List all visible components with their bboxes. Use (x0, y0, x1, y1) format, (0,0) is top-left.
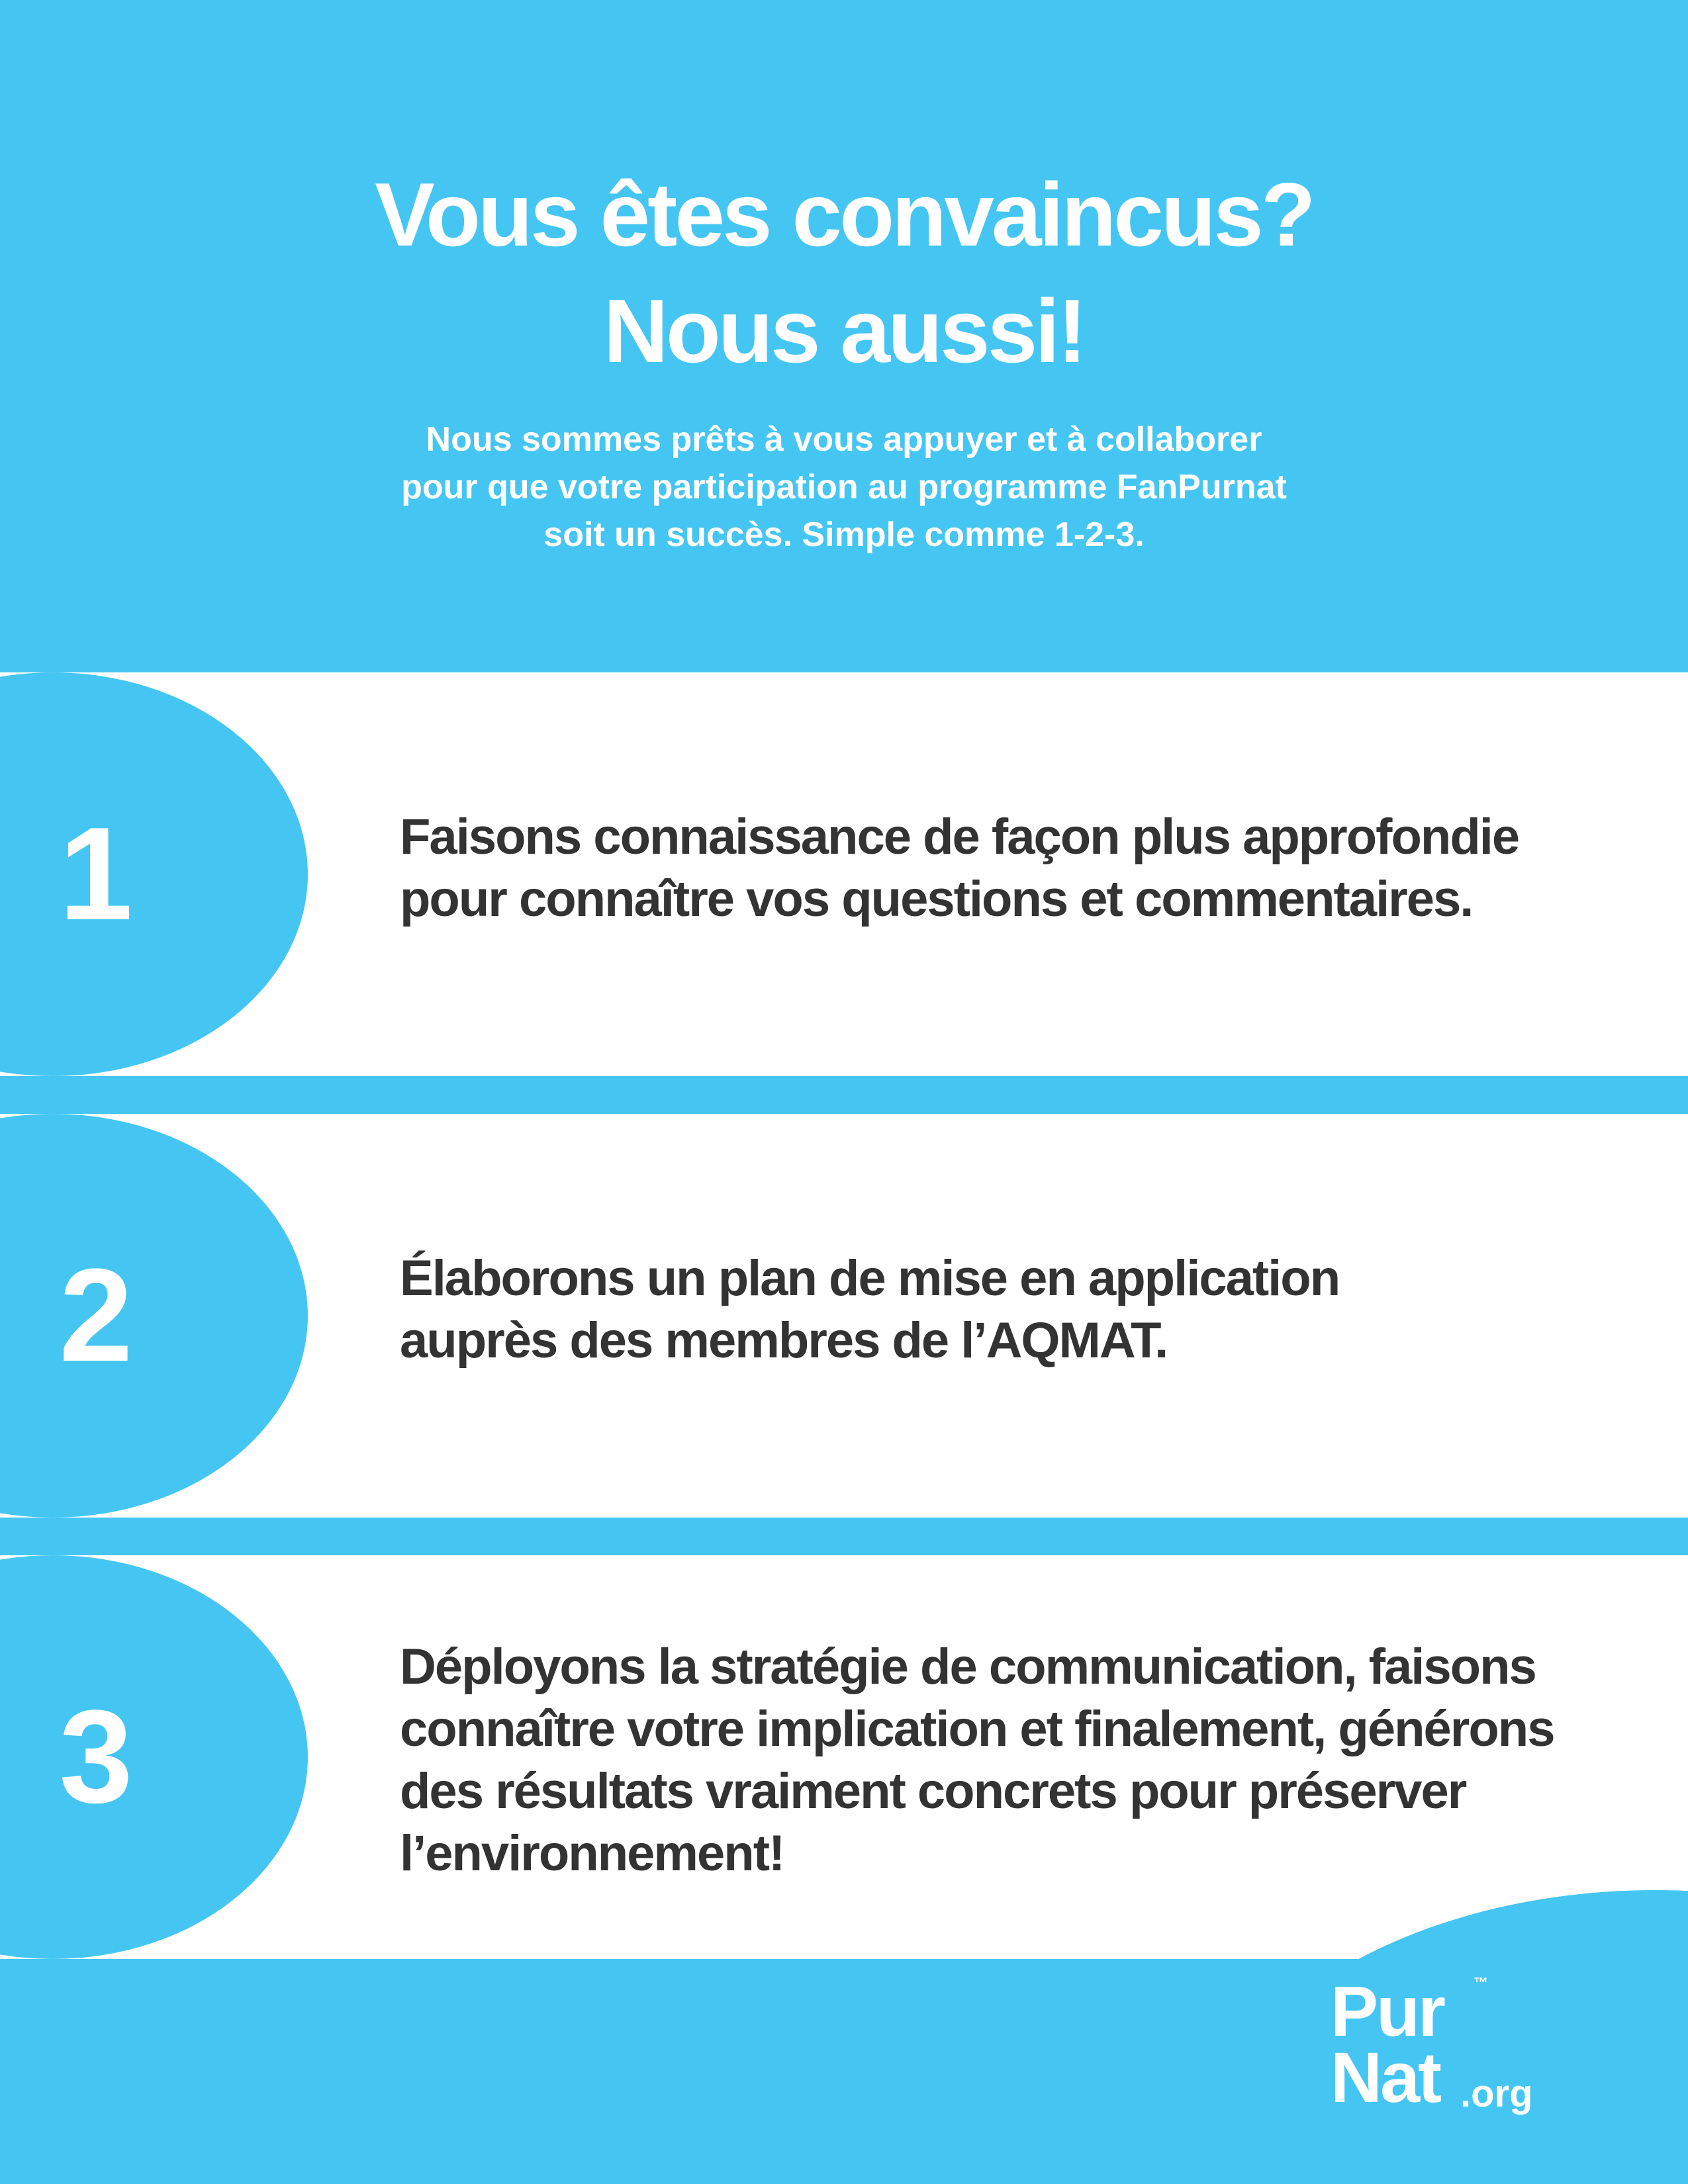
step-card-1 (0, 672, 1688, 1076)
step-text-line: connaître votre implication et finalement, générons (400, 1701, 1554, 1757)
step-text (400, 806, 1605, 931)
step-text-line: auprès des membres de l’AQMAT. (400, 1312, 1168, 1369)
step-number: 3 (59, 1683, 133, 1831)
title-line-1: Vous êtes convaincus? (375, 164, 1313, 265)
step-text-line: l’environnement! (400, 1825, 784, 1882)
logo-line-2: Nat (1331, 2037, 1440, 2117)
step-text-line: pour connaître vos questions et commentaires. (400, 871, 1473, 927)
purnat-logo (1331, 1971, 1609, 2128)
logo-suffix: .org (1460, 2072, 1533, 2115)
step-number: 2 (59, 1242, 133, 1389)
page-subtitle (265, 416, 1423, 559)
title-line-2: Nous aussi! (603, 281, 1085, 381)
step-text-line: Faisons connaissance de façon plus approfondie (400, 809, 1519, 865)
logo-trademark: ™ (1474, 1974, 1488, 1991)
logo-line-1: Pur (1331, 1971, 1444, 2051)
step-number: 1 (59, 800, 133, 948)
step-text (400, 1636, 1605, 1885)
step-card-2 (0, 1114, 1688, 1518)
page-title (0, 156, 1688, 389)
subtitle-line-2: pour que votre participation au programme FanPurnat (401, 468, 1287, 506)
subtitle-line-3: soit un succès. Simple comme 1-2-3. (543, 516, 1145, 554)
step-card-3 (0, 1555, 1688, 1959)
step-text-line: Élaborons un plan de mise en application (400, 1250, 1340, 1306)
step-text-line: des résultats vraiment concrets pour préserver (400, 1763, 1466, 1819)
step-text (400, 1248, 1605, 1372)
subtitle-line-1: Nous sommes prêts à vous appuyer et à collaborer (426, 420, 1262, 459)
step-text-line: Déployons la stratégie de communication, faisons (400, 1639, 1536, 1695)
